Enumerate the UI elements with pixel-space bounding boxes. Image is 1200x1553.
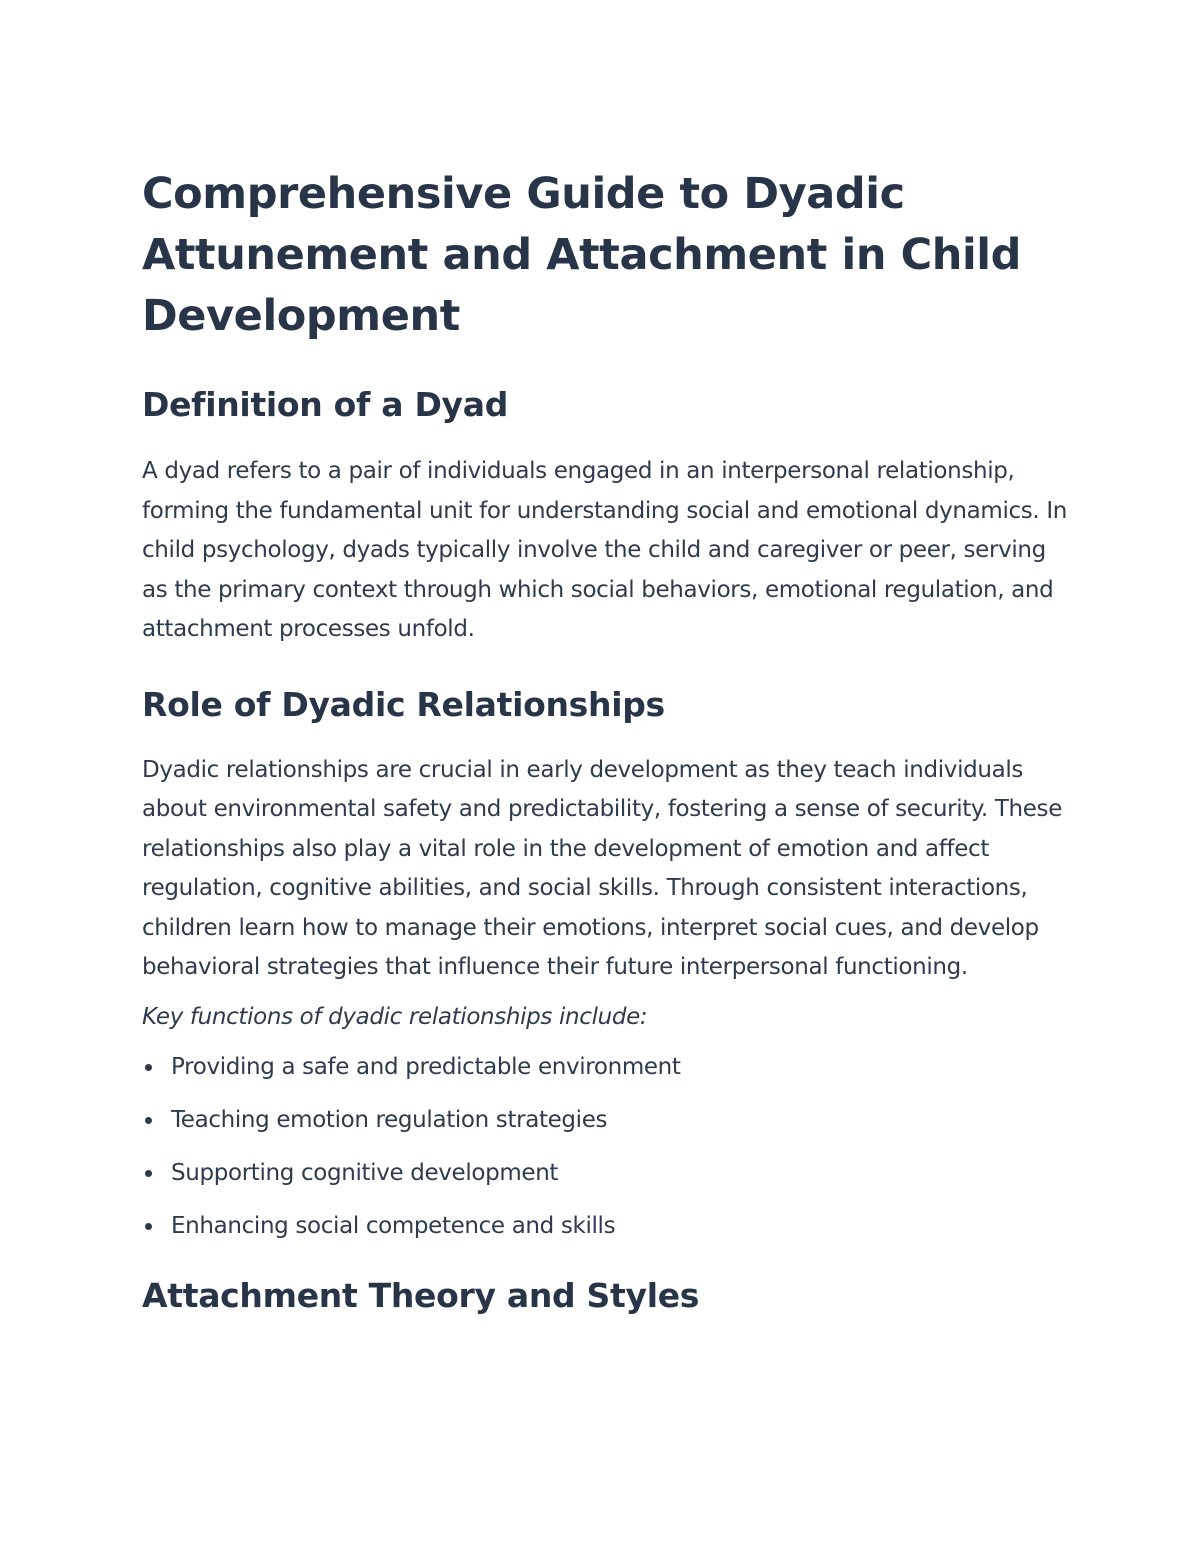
section-heading-role: Role of Dyadic Relationships <box>142 684 665 724</box>
document-page <box>142 164 1072 1317</box>
bullet-icon <box>145 1170 152 1177</box>
list-item-text: Providing a safe and predictable environment <box>171 1054 681 1080</box>
document-title: Comprehensive Guide to Dyadic Attunement and Attachment in Child Development <box>142 169 1022 341</box>
section-heading-definition: Definition of a Dyad <box>142 385 509 424</box>
role-paragraph: Dyadic relationships are crucial in early development as they teach individuals about environmental safety and predictability, fostering a sense of security. These relationships also play a vital role in the development of emotion and affect regulation, cognitive abilities, and social skills. Through consistent interactions, children learn how to manage their emotions, interpret social cues, and develop behavioral strategies that influence their future interpersonal functioning. <box>142 756 1062 980</box>
section-heading-attachment: Attachment Theory and Styles <box>142 1276 700 1315</box>
list-item <box>142 1101 1072 1140</box>
list-item-text: Teaching emotion regulation strategies <box>171 1107 608 1133</box>
key-functions-list <box>142 1048 1072 1246</box>
list-item-text: Supporting cognitive development <box>171 1160 559 1186</box>
bullet-icon <box>145 1117 152 1124</box>
list-item-text: Enhancing social competence and skills <box>171 1213 616 1239</box>
bullet-icon <box>145 1064 152 1071</box>
list-item <box>142 1207 1072 1246</box>
list-item <box>142 1154 1072 1193</box>
definition-paragraph: A dyad refers to a pair of individuals engaged in an interpersonal relationship, forming the fundamental unit for understanding social and emotional dynamics. In child psychology, dyads typically involve the child and caregiver or peer, serving as the primary context through which social behaviors, emotional regulation, and attachment processes unfold. <box>142 458 1068 642</box>
list-intro: Key functions of dyadic relationships include: <box>142 1003 648 1030</box>
list-item <box>142 1048 1072 1087</box>
bullet-icon <box>145 1223 152 1230</box>
